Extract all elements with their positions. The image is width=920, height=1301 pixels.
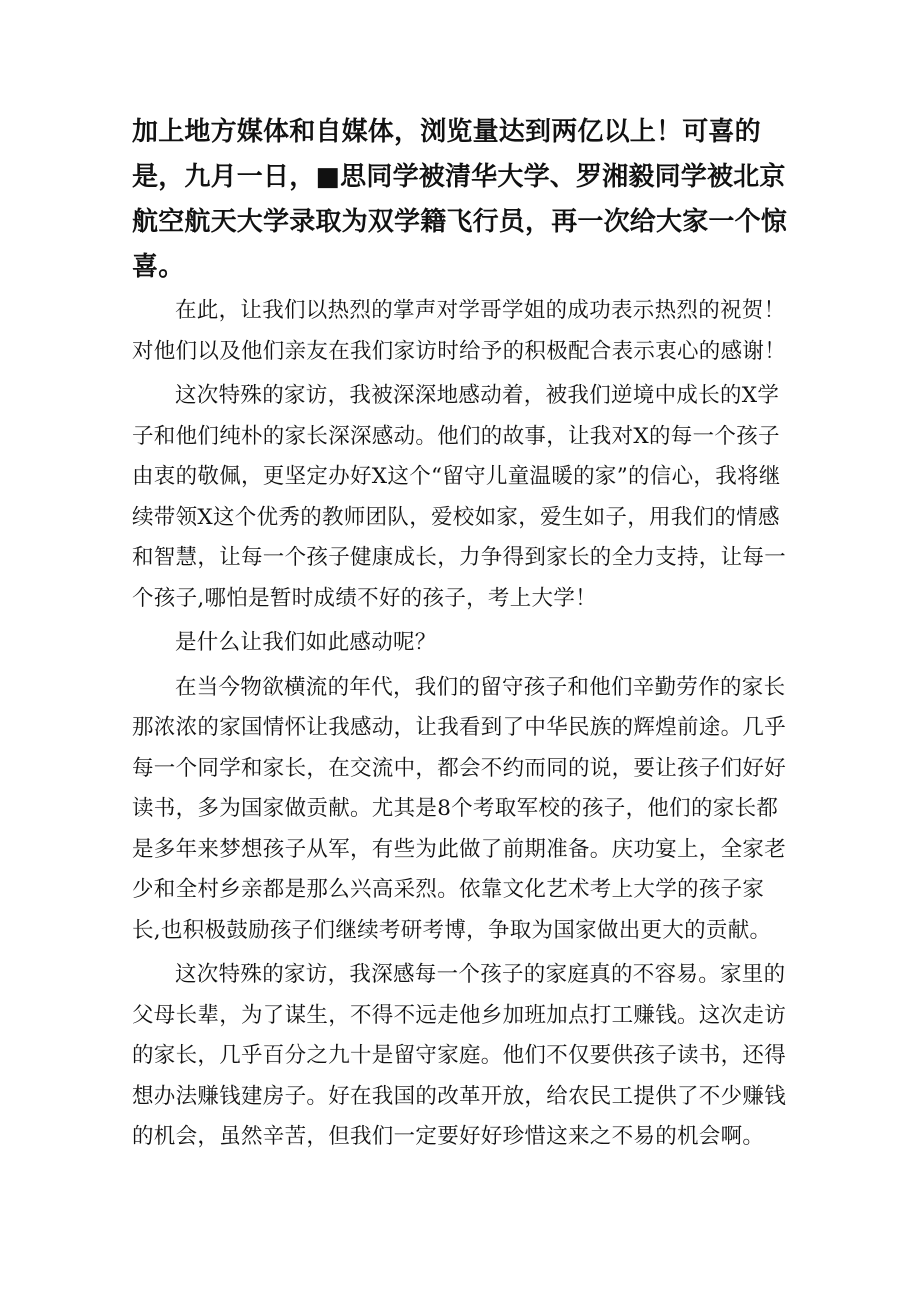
paragraph-patriotism: 在当今物欲横流的年代，我们的留守孩子和他们辛勤劳作的家长那浓浓的家国情怀让我感动，让我看到了中华民族的辉煌前途。几乎每一个同学和家长，在交流中，都会不约而同的说，要让孩子们好好读书，多为国家做贡献。尤其是8个考取军校的孩子，他们的家长都是多年来梦想孩子从军，有些为此做了前期准备。庆功宴上，全家老少和全村乡亲都是那么兴高采烈。依靠文化艺术考上大学的孩子家长,也积极鼓励孩子们继续考研考博，争取为国家做出更大的贡献。 bbox=[132, 674, 787, 943]
paragraph-family-hardship: 这次特殊的家访，我深感每一个孩子的家庭真的不容易。家里的父母长辈，为了谋生，不得不远走他乡加班加点打工赚钱。这次走访的家长，几乎百分之九十是留守家庭。他们不仅要供孩子读书，还得想办法赚钱建房子。好在我国的改革开放，给农民工提供了不少赚钱的机会，虽然辛苦，但我们一定要好好珍惜这来之不易的机会啊。 bbox=[132, 962, 787, 1149]
paragraph-congratulations: 在此，让我们以热烈的掌声对学哥学姐的成功表示热烈的祝贺！对他们以及他们亲友在我们家访时给予的积极配合表示衷心的感谢！ bbox=[132, 298, 787, 364]
paragraph-question: 是什么让我们如此感动呢？ bbox=[175, 630, 437, 655]
paragraph-home-visit-touched: 这次特殊的家访，我被深深地感动着，被我们逆境中成长的X学子和他们纯朴的家长深深感动。他们的故事，让我对X的每一个孩子由衷的敬佩，更坚定办好X这个“留守儿童温暖的家”的信心，我将继续带领X这个优秀的教师团队，爱校如家，爱生如子，用我们的情感和智慧，让每一个孩子健康成长，力争得到家长的全力支持，让每一个孩子,哪怕是暂时成绩不好的孩子，考上大学！ bbox=[132, 383, 787, 611]
lead-paragraph: 加上地方媒体和自媒体，浏览量达到两亿以上！可喜的是，九月一日，■思同学被清华大学、罗湘毅同学被北京航空航天大学录取为双学籍飞行员，再一次给大家一个惊喜。 bbox=[132, 117, 788, 282]
document-body bbox=[132, 110, 792, 1162]
